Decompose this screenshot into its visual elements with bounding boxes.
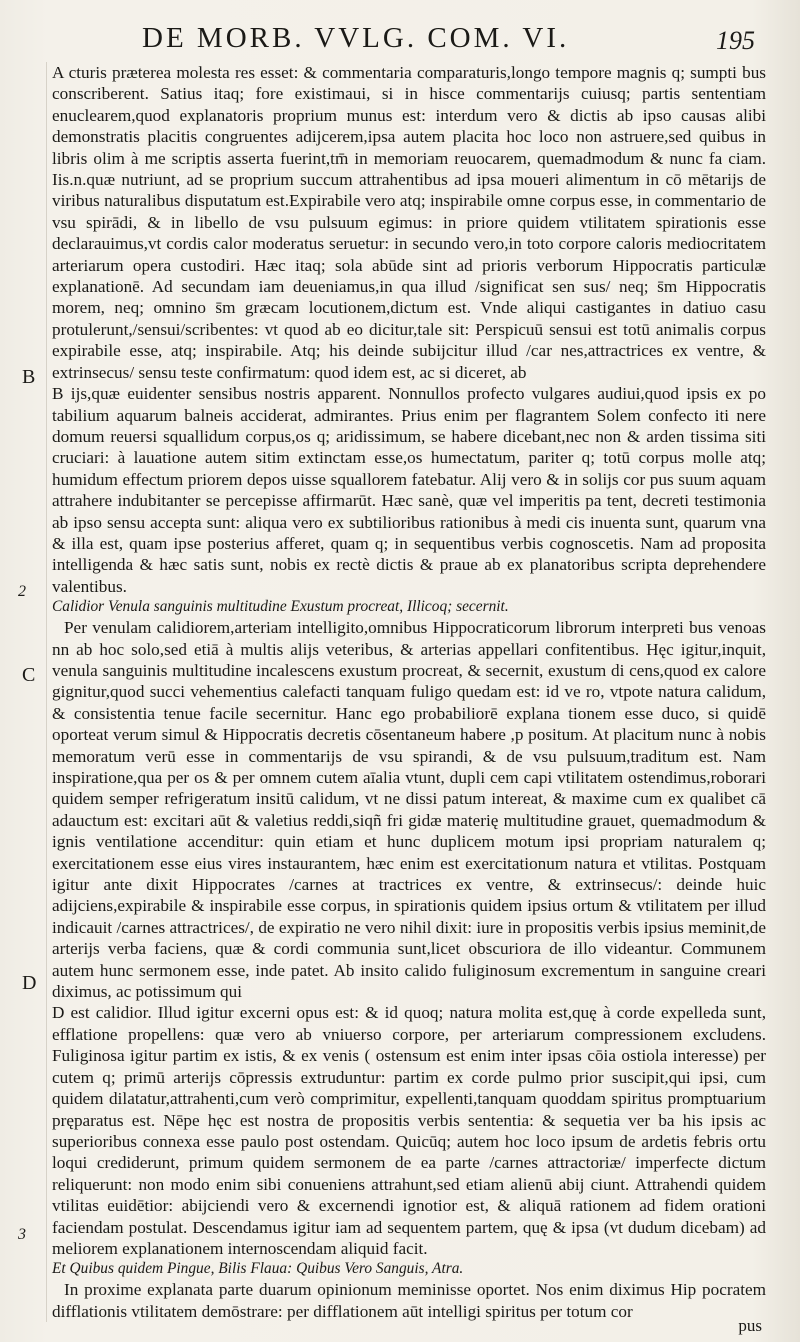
lemma-2: Calidior Venula sanguinis multitudine Exustum procreat, Illicoq; secernit. — [52, 598, 509, 616]
gutter-shadow — [46, 62, 47, 1322]
paragraph-e: In proxime explanata parte duarum opinionum meminisse oportet. Nos enim diximus Hip pocratem difflationis vtilitatem demōstrare: per difflationem aūt intelligi spiritus per totum cor — [52, 1280, 766, 1321]
page-header — [0, 20, 800, 56]
catchword: pus — [738, 1316, 762, 1335]
section-number-3: 3 — [18, 1226, 26, 1243]
paragraph-b: B ijs,quæ euidenter sensibus nostris apparent. Nonnullos profecto vulgares audiui,quod ipsis ex po tabilium aquarum balneis acciderat, admirantes. Prius enim per flagrantem Solem confecto iti nere domum reuersi squallidum corpus,os q; aridissimum, se habere dicebant,nec non & arden tissima siti cruciari: à lauatione autem sitim extinctam esse,os humectatum, pariter q; totū corpus molle atq; humidum effectum priorem depos uisse squallorem fatebatur. Alij vero & in solijs cor pus suum aquam attrahere indubitanter se percepisse affirmarūt. Hæc sanè, quæ vel imperitis pa tent, decreti testimonia ab ipso sensu accepta sunt: aliqua vero ex subtilioribus rationibus à medi cis inuenta sunt, quarum vna & illa est, quam ipse posterius afferet, quam q; in sequentibus verbis cognoscetis. Nam ad proposita intelligenda & hæc satis sunt, nobis ex rectè dictis & praue ab ex planatoribus scripta deprehendere valentibus. — [52, 384, 766, 596]
text-column — [52, 62, 766, 1322]
section-number-2: 2 — [18, 583, 26, 600]
margin-letter-b: B — [22, 366, 36, 388]
page-number: 195 — [716, 26, 755, 55]
paragraph-c: Per venulam calidiorem,arteriam intelligito,omnibus Hippocraticorum librorum interpreti bus venoas nn ab hoc solo,sed etiā à multis alijs veteribus, & arterias appellari confitentibus. Hęc igitur,inquit, venula sanguinis multitudine incalescens exustum procreat, & secernit, exustum di cens,quod ex calore gignitur,quod succi vehementius calefacti tanquam fuligo quedam est: id ve ro, vtpote natura calidum, & consistentia tenue facile secernitur. Hanc ego probabiliorē explana tionem esse duco, si quidē oporteat verum simul & Hippocratis decretis cōsentaneum habere ,p positum. At placitum nunc à nobis memoratum verū esse in commentarijs de vsu spirandi, & de vsu pulsuum,traditum est. Nam inspiratione,qua per os & per omnem cutem aīalia vtunt, dupli cem capi vtilitatem ostendimus,roborari quidem semper refrigeratum insitū calidum, vt ne dissi patum intereat, & maxime cum ex qualibet cā adauctum est: excitari aūt & valetius reddi,siqñ fri gidæ materię multitudine grauet, quemadmodum & ignis ventilatione accenditur: quin etiam et hunc duplicem motum ipsi propriam naturalem q; exercitationem esse eius vires instaurantem, hæc enim est exercitationum natura et vtilitas. Postquam igitur ante dixit Hippocrates /carnes at tractrices ex ventre, & extrinsecus/: deinde huic adijciens,expirabile & inspirabile esse corpus, in spirationis quidem ipsius ortum & vtilitatem per illud indicauit /carnes attractrices/, de expiratio ne vero nihil dixit: iure in propositis verbis ipsius meminit,de arterijs verba faciens, quæ & cordi communia sunt,licet obscuriora de illo videantur. Communem autem hunc sermonem esse, inde patet. Ab insito calido fuliginosum excrementum in sanguine creari diximus, ac potissimum qui — [52, 618, 766, 1002]
margin-letter-c: C — [22, 664, 36, 686]
paragraph-d: D est calidior. Illud igitur excerni opus est: & id quoq; natura molita est,quę à corde expelleda sunt, efflatione propellens: quæ vero ab vniuerso corpore, per arteriarum compressionem excludens. Fuliginosa igitur partim ex istis, & ex venis ( ostensum est enim inter ipsas cōia ostiola interesse) per cutem q; primū arterijs cōpressis extruduntur: partim ex corde pulmo prior suscipit,qui ipsi, cum quidem dilatatur,attrahenti,cum verò comprimitur, expellenti,tanquam quoddam spiritus promptuarium pręparatus est. Nēpe hęc est nostra de propositis verbis sententia: & sequetia ver ba his ipsis ac superioribus connexa esse paulo post ostendam. Quicūq; autem hoc loco ipsum de ardetis febris ortu loqui crediderunt, primum quidem sermonem de ea parte /carnes attractoriæ/ imperfecte dictum reliquerunt: non modo enim sibi conueniens attrahunt,sed etiam alienū abij ciunt. Attrahendi quidem vtilitas euidētior: abijciendi vero & excernendi ignotior est, & aliquā rationem ad fidem orationi faciendam postulat. Descendamus igitur iam ad sequentem partem, quę & ipsa (vt dudum dicebam) ad meliorem explanationem internoscendam aliquid facit. — [52, 1003, 766, 1258]
lemma-3: Et Quibus quidem Pingue, Bilis Flaua: Quibus Vero Sanguis, Atra. — [52, 1260, 464, 1278]
paragraph-a: A cturis præterea molesta res esset: & commentaria comparaturis,longo tempore magnis q; sumpti bus conscriberent. Satius itaq; fore existimaui, si in hisce commentarijs cuiusq; partis sententiam enuclearem,quod explanatoris proprium munus est: interdum vero & dictis ab ipso causas alibi demonstratis placitis congruentes adijcerem,ipsa autem placita hoc loco non astruere,sed quibus in libris olim à me scriptis asserta fuerint,tm̄ in memoriam reuocarem, quemadmodum & nunc fa ciam. Iis.n.quæ nutriunt, ad se proprium succum attrahentibus ad ipsa moueri alimentum in cō mētarijs de viribus naturalibus disputatum est.Expirabile vero atq; inspirabile omne corpus esse, in commentario de vsu spirādi, & in libello de vsu pulsuum egimus: in priore quidem vtilitatem spirationis esse declarauimus,vt cordis calor moderatus seruetur: in secundo vero,in toto corpore caloris mediocritatem arteriarum opera custodiri. Hæc itaq; sola abūde sint ad prioris verborum Hippocratis particulæ explanationē. Ad secundam iam deueniamus,in qua illud /significat sen sus/ neq; s̄m Hippocratis morem, neq; omnino s̄m græcam locutionem,dictum est. Vnde aliqui castigantes in datiuo casu protulerunt,/sensui/scribentes: vt quod ab eo dicitur,tale sit: Perspicuū sensui est totū animalis corpus expirabile esse, atq; inspirabile. Atq; his deinde subijcitur illud /car nes,attractrices ex ventre, & extrinsecus/ sensu teste confirmatum: quod idem est, ac si diceret, ab — [52, 63, 766, 382]
running-title: DE MORB. VVLG. COM. VI. — [142, 22, 570, 54]
margin-letter-d: D — [22, 972, 37, 994]
